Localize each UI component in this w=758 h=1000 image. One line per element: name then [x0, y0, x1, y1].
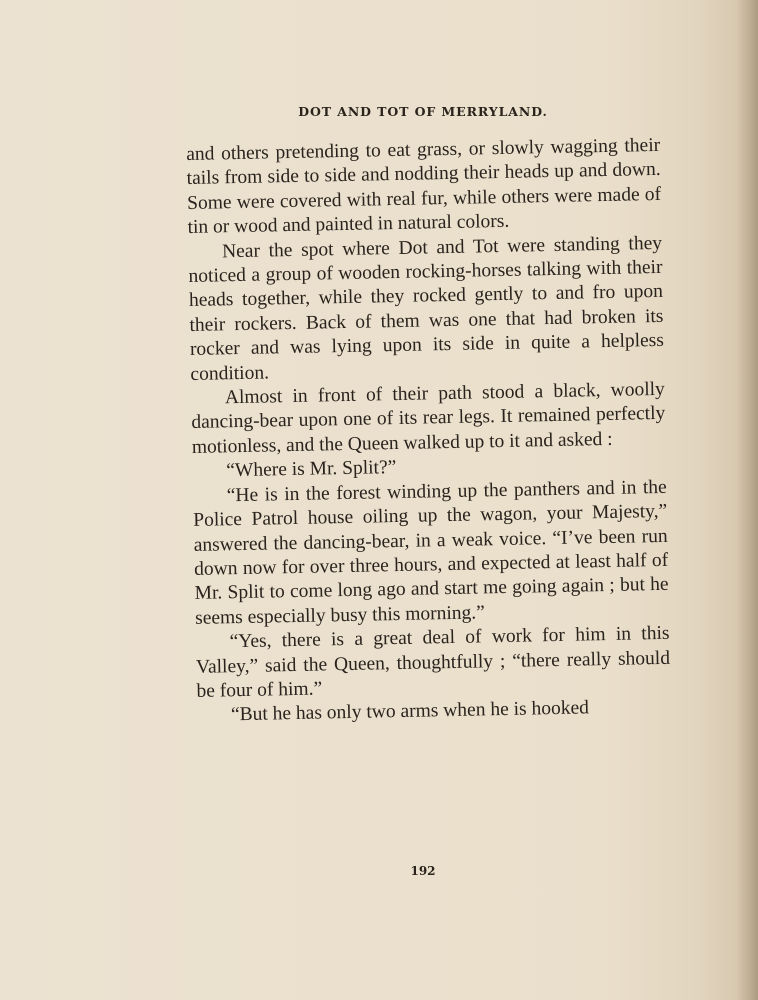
page-edge-shadow [736, 0, 758, 1000]
paragraph-continuation: and others pretending to eat grass, or slowly wagging their tails from side to side and nodding their heads up and down. Some were covered with real fur, while others were made of tin or wood and painted in natural colors. [186, 134, 662, 239]
page-number: 192 [410, 864, 436, 878]
dialogue-line: “Where is Mr. Split?” [226, 457, 397, 482]
dialogue-line: “Yes, there is a great deal of work for him in this Valley,” said the Queen, thoughtfully ; “there really should be four of him.” [195, 622, 671, 702]
paragraph: Near the spot where Dot and Tot were standing they noticed a group of wooden rocking-horses talking with their heads together, while they rocked gently to and fro upon their rockers. Back of them was one that had broken its rocker and was lying upon its side in quite a helpless condition. [188, 232, 665, 385]
running-head: DOT AND TOT OF MERRYLAND. [298, 104, 548, 119]
paragraph: Almost in front of their path stood a black, woolly dancing-bear upon one of its rear legs. It remained perfectly motionless, and the Queen walked up to it and asked : [191, 378, 666, 458]
dialogue-line: “He is in the forest winding up the panthers and in the Police Patrol house oiling up the wagon, your Majesty,” answered the dancing-bear, in a weak voice. “I’ve been run down now for over three hours, and expected at least half of Mr. Split to come long ago and start me going again ; but he seems especially busy this morning.” [193, 476, 669, 629]
body-text [186, 134, 671, 729]
dialogue-line: “But he has only two arms when he is hooked [230, 697, 590, 726]
